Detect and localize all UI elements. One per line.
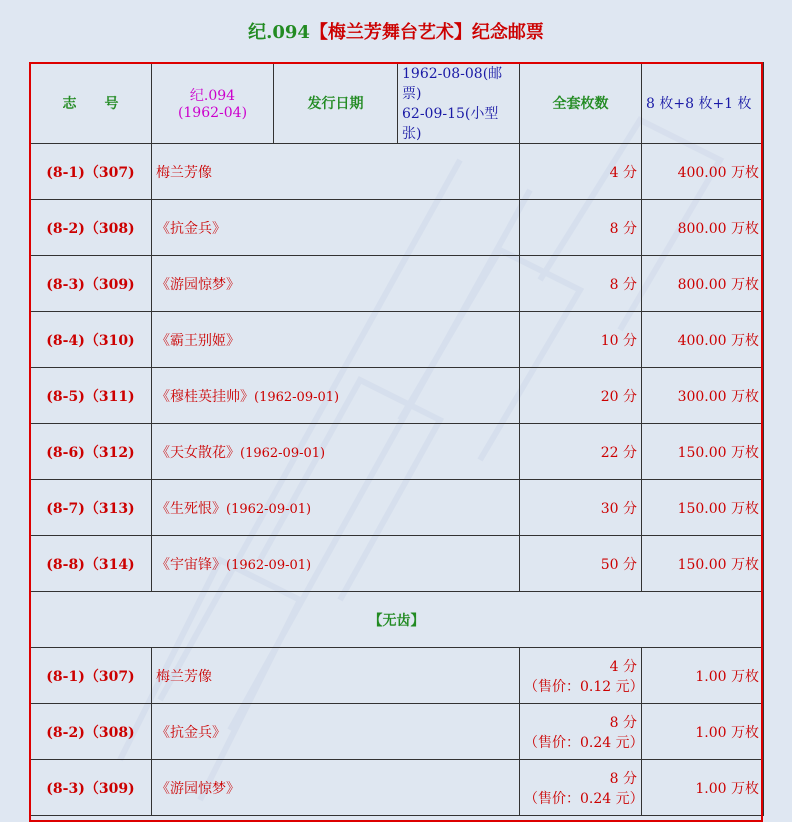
stamp-name: 《抗金兵》 — [152, 704, 520, 760]
header-code-label: 志 号 — [30, 63, 152, 144]
title-main: 【梅兰芳舞台艺术】纪念邮票 — [309, 22, 544, 43]
table-row — [30, 256, 764, 312]
code-line1: 纪.094 — [189, 88, 236, 104]
stamp-quantity: 150.00 万枚 — [642, 424, 764, 480]
stamp-value — [520, 760, 642, 816]
face-value: 4 分 — [609, 658, 637, 675]
stamp-quantity: 1.00 万枚 — [642, 704, 764, 760]
header-issue-value — [398, 63, 520, 144]
stamp-name — [152, 424, 520, 480]
stamp-value: 50 分 — [520, 536, 642, 592]
stamp-name — [152, 256, 520, 312]
stamp-title: 《宇宙锋》 — [156, 556, 226, 573]
table-row — [30, 144, 764, 200]
table-row — [30, 648, 764, 704]
stamp-value: 8 分 — [520, 200, 642, 256]
table-row — [30, 312, 764, 368]
stamp-name — [152, 368, 520, 424]
stamp-date: (1962-09-01) — [226, 501, 312, 517]
page-title — [0, 18, 792, 44]
stamp-value: 10 分 — [520, 312, 642, 368]
table-row — [30, 760, 764, 816]
stamp-quantity: 800.00 万枚 — [642, 200, 764, 256]
stamp-title: 《游园惊梦》 — [156, 276, 240, 293]
stamp-quantity: 800.00 万枚 — [642, 256, 764, 312]
section-row — [30, 592, 764, 648]
stamp-name — [152, 480, 520, 536]
stamp-date: (1962-09-01) — [254, 389, 340, 405]
stamp-id: (8-1)（307) — [30, 648, 152, 704]
stamp-id: (8-8)（314) — [30, 536, 152, 592]
sale-price: （售价：0.24 元） — [524, 734, 644, 751]
issue-line1: 1962-08-08(邮票) — [402, 66, 503, 102]
stamp-id: (8-3)（309) — [30, 760, 152, 816]
stamp-id: (8-2)（308) — [30, 200, 152, 256]
header-set-value: 8 枚+8 枚+1 枚 — [642, 63, 764, 144]
stamp-id: (8-4)（310) — [30, 312, 152, 368]
stamp-value: 22 分 — [520, 424, 642, 480]
stamp-id: (8-3)（309) — [30, 256, 152, 312]
stamp-value: 4 分 — [520, 144, 642, 200]
code-line2: (1962-04) — [177, 105, 248, 121]
stamp-quantity: 1.00 万枚 — [642, 760, 764, 816]
table-row — [30, 424, 764, 480]
stamp-quantity: 400.00 万枚 — [642, 144, 764, 200]
stamp-value — [520, 704, 642, 760]
stamp-quantity: 150.00 万枚 — [642, 536, 764, 592]
stamp-quantity: 150.00 万枚 — [642, 480, 764, 536]
stamp-title: 梅兰芳像 — [156, 164, 212, 181]
stamp-name: 梅兰芳像 — [152, 648, 520, 704]
stamp-quantity: 400.00 万枚 — [642, 312, 764, 368]
stamp-name — [152, 312, 520, 368]
stamp-id: (8-6)（312) — [30, 424, 152, 480]
stamp-title: 《霸王别姬》 — [156, 332, 240, 349]
stamp-value: 20 分 — [520, 368, 642, 424]
header-code-value — [152, 63, 274, 144]
stamp-table — [29, 62, 764, 816]
stamp-value: 30 分 — [520, 480, 642, 536]
face-value: 8 分 — [609, 714, 637, 731]
stamp-value: 8 分 — [520, 256, 642, 312]
stamp-quantity: 300.00 万枚 — [642, 368, 764, 424]
stamp-id: (8-7)（313) — [30, 480, 152, 536]
stamp-date: (1962-09-01) — [226, 557, 312, 573]
table-row — [30, 704, 764, 760]
stamp-title: 《抗金兵》 — [156, 220, 226, 237]
sale-price: （售价：0.12 元） — [524, 678, 644, 695]
issue-line2: 62-09-15(小型张) — [402, 106, 499, 142]
stamp-id: (8-5)（311) — [30, 368, 152, 424]
stamp-quantity: 1.00 万枚 — [642, 648, 764, 704]
table-row — [30, 536, 764, 592]
table-row — [30, 200, 764, 256]
stamp-title: 《生死恨》 — [156, 500, 226, 517]
stamp-name — [152, 200, 520, 256]
table-row — [30, 368, 764, 424]
table-row — [30, 480, 764, 536]
face-value: 8 分 — [609, 770, 637, 787]
stamp-id: (8-1)（307) — [30, 144, 152, 200]
section-label-imperforate: 【无齿】 — [30, 592, 764, 648]
stamp-name: 《游园惊梦》 — [152, 760, 520, 816]
sale-price: （售价：0.24 元） — [524, 790, 644, 807]
stamp-date: (1962-09-01) — [240, 445, 326, 461]
header-row — [30, 63, 764, 144]
stamp-id: (8-2)（308) — [30, 704, 152, 760]
stamp-title: 《天女散花》 — [156, 444, 240, 461]
title-prefix: 纪.094 — [248, 22, 310, 43]
header-set-label: 全套枚数 — [520, 63, 642, 144]
stamp-value — [520, 648, 642, 704]
stamp-name — [152, 144, 520, 200]
stamp-name — [152, 536, 520, 592]
stamp-title: 《穆桂英挂帅》 — [156, 388, 254, 405]
header-issue-label: 发行日期 — [274, 63, 398, 144]
